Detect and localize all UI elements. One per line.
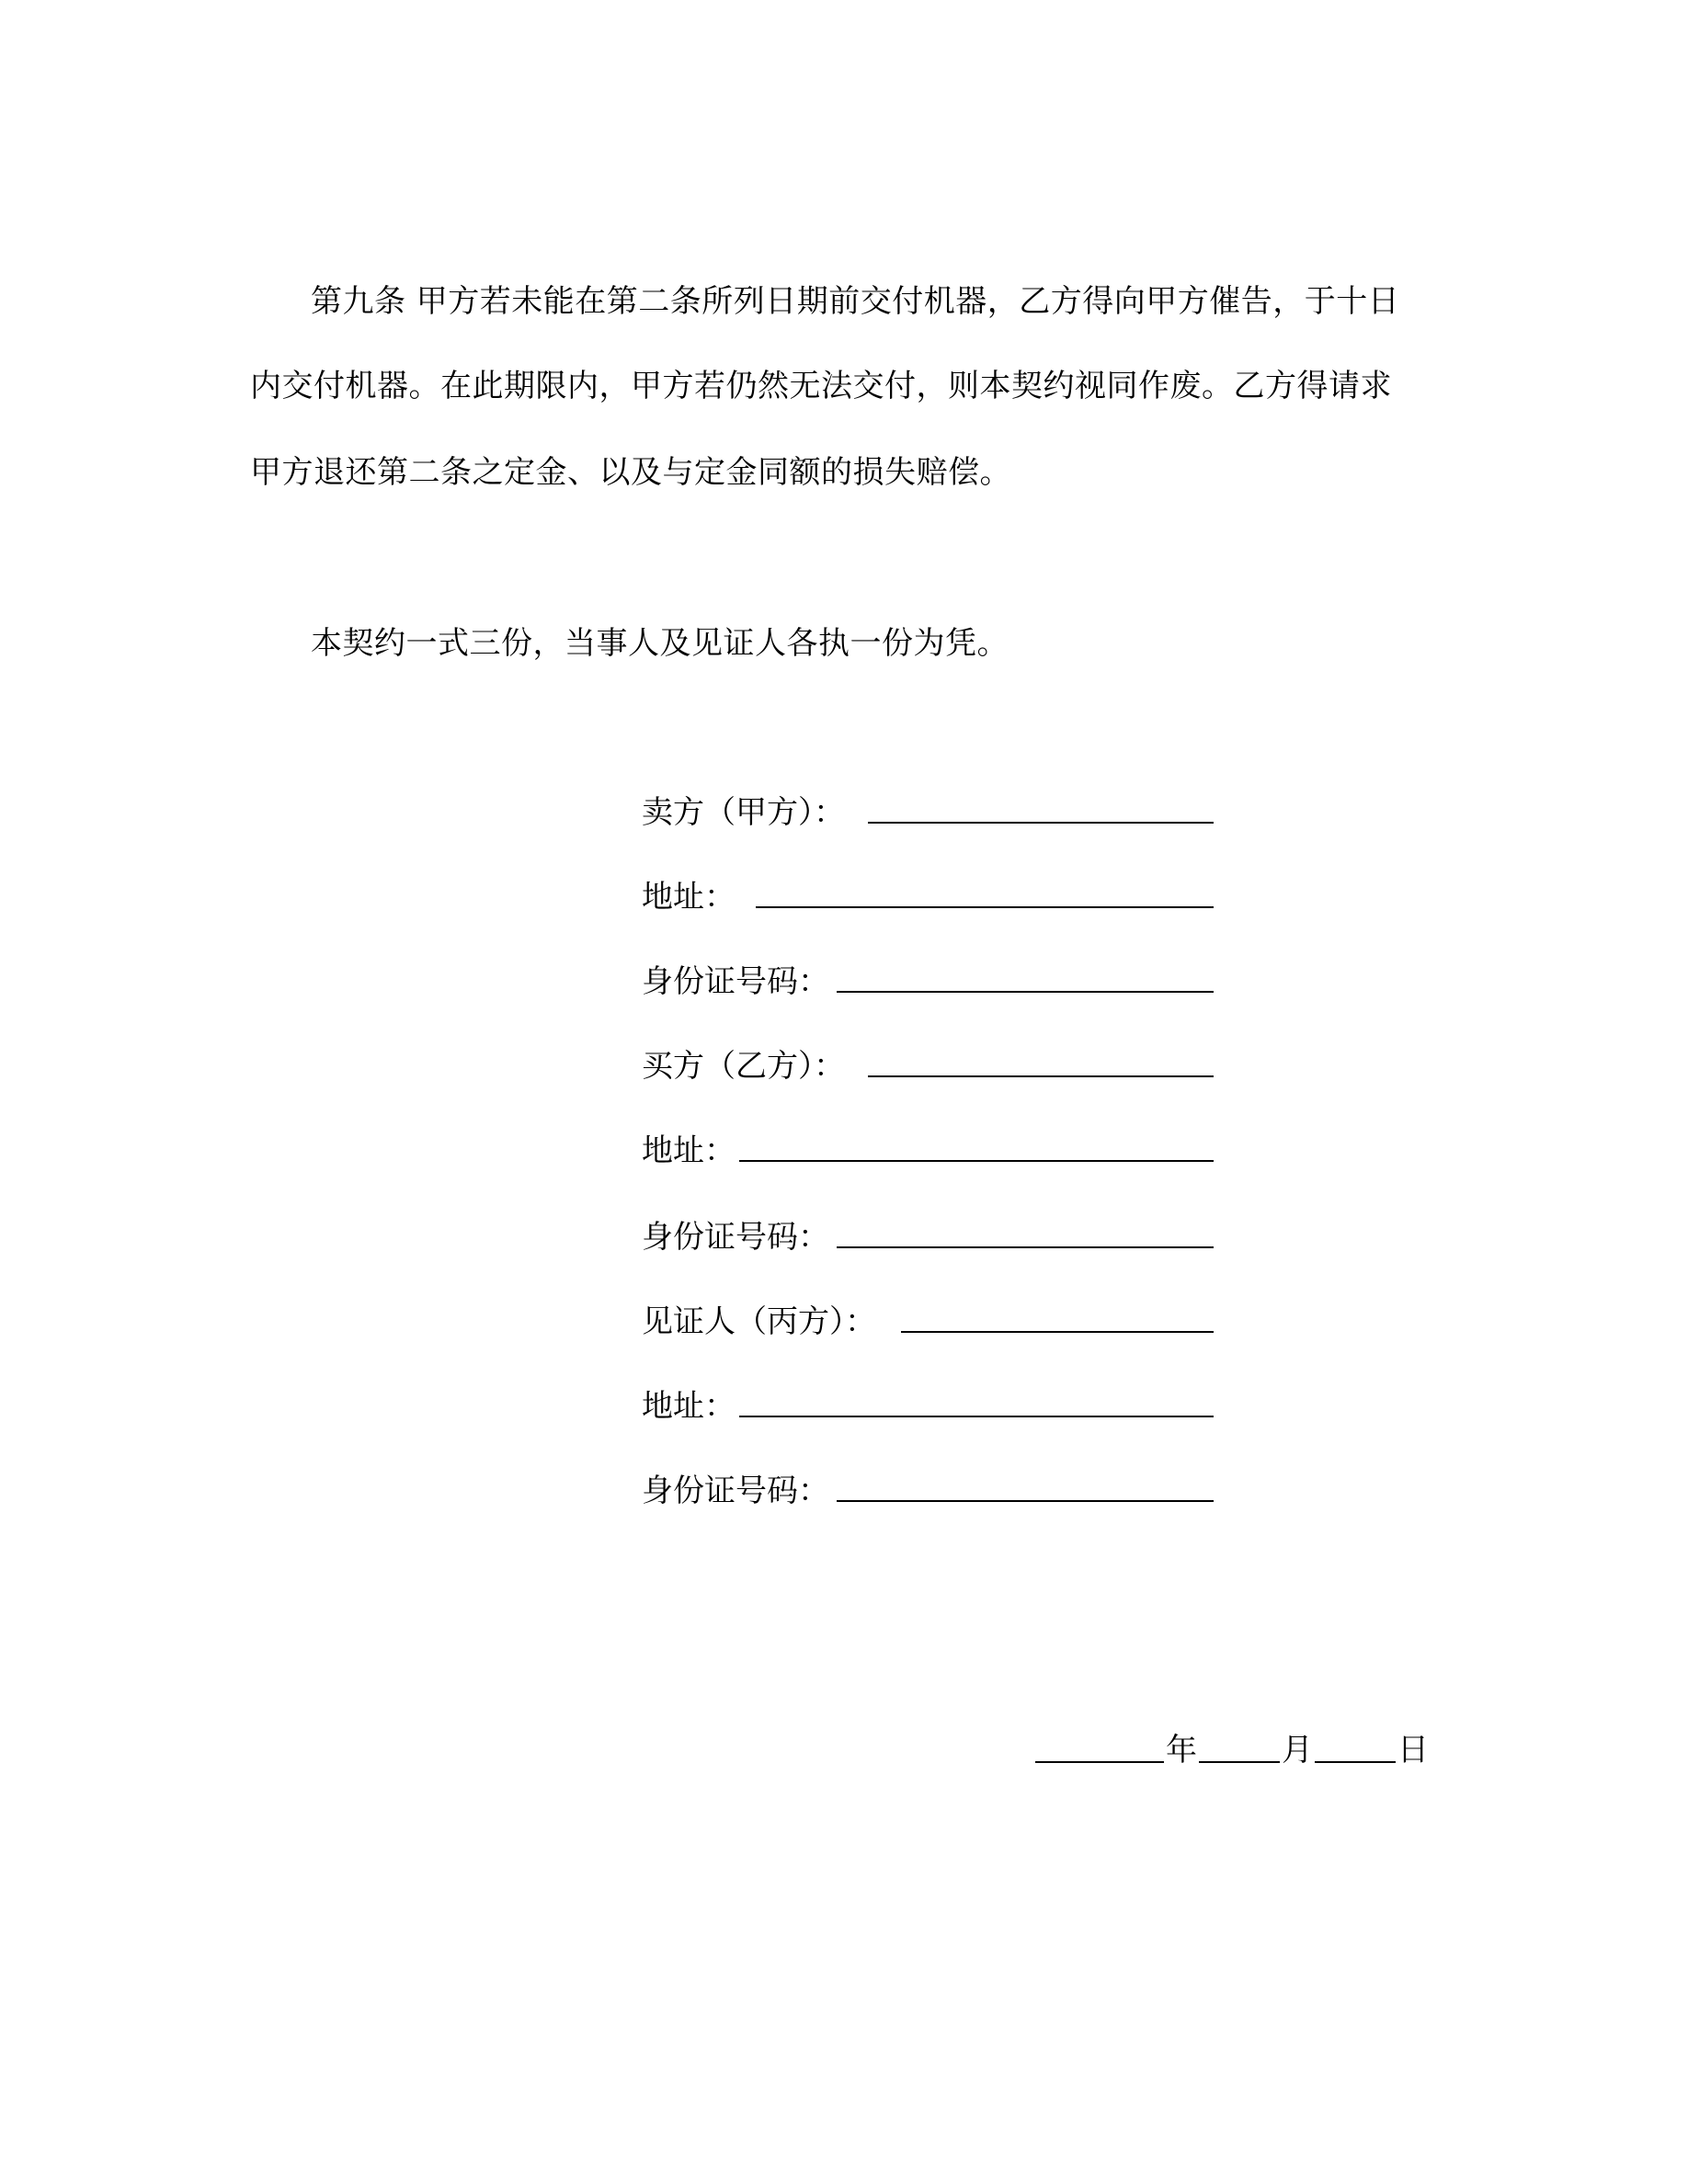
month-label: 月 bbox=[1282, 1732, 1313, 1769]
buyer-label: 买方（乙方）： bbox=[642, 1048, 845, 1085]
month-blank[interactable] bbox=[1199, 1732, 1280, 1763]
witness-id-label: 身份证号码： bbox=[642, 1473, 829, 1509]
witness-address-blank[interactable] bbox=[739, 1388, 1214, 1417]
seller-id-blank[interactable] bbox=[837, 963, 1214, 993]
buyer-id-blank[interactable] bbox=[837, 1219, 1214, 1248]
article9-line-2: 内交付机器。在此期限内，甲方若仍然无法交付，则本契约视同作废。乙方得请求 bbox=[250, 368, 1392, 404]
seller-id-label: 身份证号码： bbox=[642, 963, 829, 1000]
buyer-address-blank[interactable] bbox=[739, 1132, 1214, 1162]
article9-line-3: 甲方退还第二条之定金、以及与定金同额的损失赔偿。 bbox=[250, 454, 1011, 491]
year-label: 年 bbox=[1166, 1732, 1197, 1769]
buyer-id-label: 身份证号码： bbox=[642, 1219, 829, 1256]
seller-address-label: 地址： bbox=[642, 879, 736, 916]
copies-clause: 本契约一式三份，当事人及见证人各执一份为凭。 bbox=[311, 625, 1009, 662]
seller-name-blank[interactable] bbox=[868, 794, 1214, 824]
witness-name-blank[interactable] bbox=[901, 1303, 1214, 1333]
buyer-name-blank[interactable] bbox=[868, 1048, 1214, 1077]
date-row bbox=[1035, 1732, 1431, 1772]
seller-label: 卖方（甲方）： bbox=[642, 794, 845, 831]
day-blank[interactable] bbox=[1315, 1732, 1396, 1763]
buyer-address-label: 地址： bbox=[642, 1132, 736, 1169]
witness-id-blank[interactable] bbox=[837, 1473, 1214, 1502]
day-label: 日 bbox=[1397, 1732, 1429, 1769]
witness-label: 见证人（丙方）： bbox=[642, 1303, 876, 1340]
article9-line-1: 第九条 甲方若未能在第二条所列日期前交付机器，乙方得向甲方催告，于十日 bbox=[311, 283, 1400, 320]
witness-address-label: 地址： bbox=[642, 1388, 736, 1425]
year-blank[interactable] bbox=[1035, 1732, 1164, 1763]
seller-address-blank[interactable] bbox=[756, 879, 1214, 908]
